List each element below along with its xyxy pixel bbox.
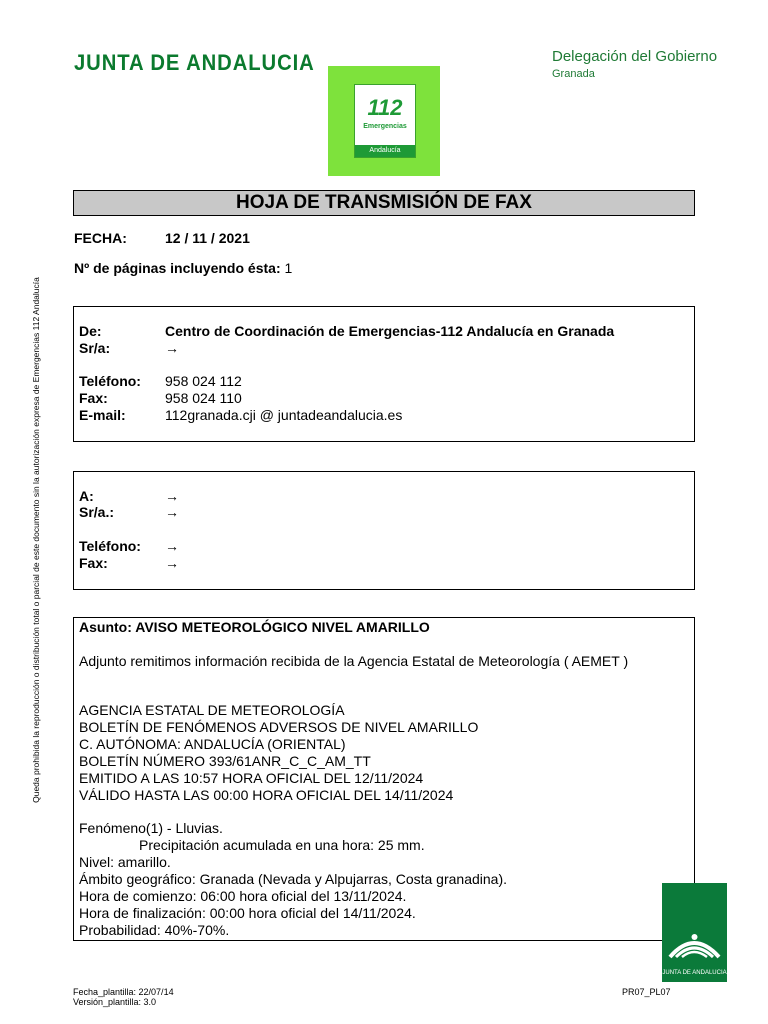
logo-emergencias-label: Emergencias: [363, 123, 407, 130]
delegation-title: Delegación del Gobierno: [552, 48, 718, 65]
recipient-sra-label: Sr/a.:: [79, 504, 115, 520]
recipient-tel-arrow: →: [165, 538, 179, 554]
bulletin-line: EMITIDO A LAS 10:57 HORA OFICIAL DEL 12/11/2024: [79, 770, 424, 786]
junta-emblem-icon: [662, 883, 727, 963]
sender-sra-label: Sr/a:: [79, 340, 111, 356]
recipient-fax-label: Fax:: [79, 555, 108, 571]
recipient-tel-label: Teléfono:: [79, 538, 141, 554]
bulletin-line: VÁLIDO HASTA LAS 00:00 HORA OFICIAL DEL 14/11/2024: [79, 787, 454, 803]
logo-112-number: 112: [367, 95, 403, 120]
template-date: Fecha_plantilla: 22/07/14: [73, 987, 174, 997]
sender-tel-value: 958 024 112: [165, 373, 242, 389]
recipient-a-arrow: →: [165, 488, 179, 504]
org-title: JUNTA DE ANDALUCIA: [74, 50, 315, 75]
sender-sra-arrow: →: [165, 340, 179, 356]
template-version: Versión_plantilla: 3.0: [73, 997, 157, 1007]
logo-region-band: Andalucía: [355, 145, 415, 157]
asunto-label: Asunto:: [79, 619, 132, 635]
sender-fax-value: 958 024 110: [165, 390, 242, 406]
logo-112-inner: [354, 84, 416, 158]
page-count-line: [74, 260, 292, 276]
page-count-label: Nº de páginas incluyendo ésta:: [74, 260, 281, 276]
bulletin-line: C. AUTÓNOMA: ANDALUCÍA (ORIENTAL): [79, 736, 346, 752]
logo-112-emergencias: [328, 66, 440, 176]
page-count-value: 1: [284, 260, 293, 276]
detail-line: Hora de comienzo: 06:00 hora oficial del 13/11/2024.: [79, 888, 407, 904]
template-code: PR07_PL07: [622, 987, 671, 997]
de-label: De:: [79, 323, 102, 339]
subject-line: [79, 619, 430, 635]
detail-line: Ámbito geográfico: Granada (Nevada y Alpujarras, Costa granadina).: [79, 871, 508, 887]
asunto-value: AVISO METEOROLÓGICO NIVEL AMARILLO: [135, 619, 430, 635]
detail-line: Probabilidad: 40%-70%.: [79, 922, 230, 938]
sender-tel-label: Teléfono:: [79, 373, 141, 389]
fecha-value: 12 / 11 / 2021: [165, 230, 250, 246]
de-value: Centro de Coordinación de Emergencias-112 Andalucía en Granada: [165, 323, 615, 339]
bulletin-line: BOLETÍN DE FENÓMENOS ADVERSOS DE NIVEL AMARILLO: [79, 719, 479, 735]
delegation-subtitle: Granada: [552, 68, 595, 80]
junta-andalucia-badge: [662, 883, 727, 982]
sender-email-label: E-mail:: [79, 407, 126, 423]
bulletin-line: AGENCIA ESTATAL DE METEOROLOGÍA: [79, 702, 345, 718]
bulletin-line: BOLETÍN NÚMERO 393/61ANR_C_C_AM_TT: [79, 753, 371, 769]
sender-fax-label: Fax:: [79, 390, 108, 406]
sender-email-value: 112granada.cji @ juntadeandalucia.es: [165, 407, 403, 423]
detail-line: Fenómeno(1) - Lluvias.: [79, 820, 223, 836]
subject-intro: Adjunto remitimos información recibida de la Agencia Estatal de Meteorología ( AEMET ): [79, 653, 629, 669]
detail-line: Precipitación acumulada en una hora: 25 mm.: [139, 837, 425, 853]
detail-line: Nivel: amarillo.: [79, 854, 171, 870]
detail-line: Hora de finalización: 00:00 hora oficial del 14/11/2024.: [79, 905, 416, 921]
badge-label: JUNTA DE ANDALUCIA: [662, 970, 727, 976]
recipient-a-label: A:: [79, 488, 94, 504]
recipient-sra-arrow: →: [165, 504, 179, 520]
fax-sheet-title: HOJA DE TRANSMISIÓN DE FAX: [73, 190, 695, 216]
recipient-fax-arrow: →: [165, 555, 179, 571]
fecha-label: FECHA:: [74, 230, 127, 246]
reproduction-notice: Queda prohibida la reproducción o distribución total o parcial de este documento sin la autorización expresa de Emergencias 112 Andalucía: [31, 277, 41, 803]
